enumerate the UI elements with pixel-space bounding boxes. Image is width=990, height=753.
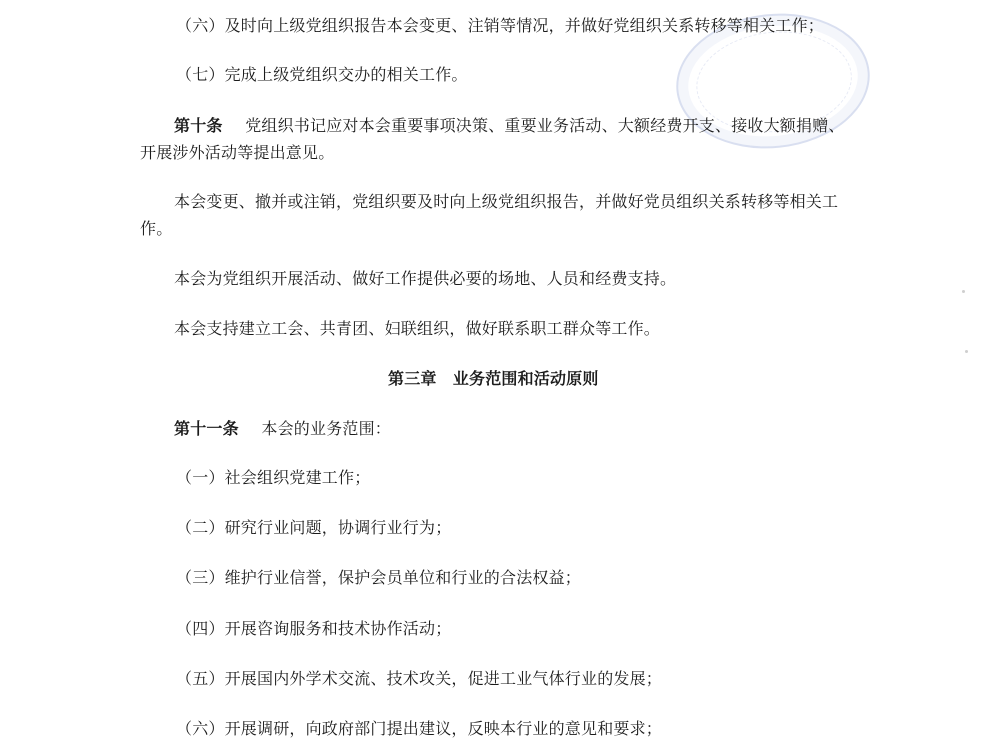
- chapter-three-heading: 第三章 业务范围和活动原则: [388, 369, 599, 388]
- business-item-1: （一）社会组织党建工作；: [176, 468, 371, 487]
- scan-speck: [962, 290, 965, 293]
- article-11-line: [174, 419, 391, 439]
- clause-seven-line: （七）完成上级党组织交办的相关工作。: [176, 65, 468, 84]
- support-paragraph: 本会为党组织开展活动、做好工作提供必要的场地、人员和经费支持。: [174, 269, 677, 288]
- article-11-label: 第十一条: [174, 419, 239, 438]
- article-10-line-2: 开展涉外活动等提出意见。: [140, 143, 335, 162]
- business-item-3: （三）维护行业信誉，保护会员单位和行业的合法权益；: [176, 568, 582, 587]
- change-paragraph-line-2: 作。: [140, 219, 173, 238]
- business-item-4: （四）开展咨询服务和技术协作活动；: [176, 619, 452, 638]
- article-10-text: 党组织书记应对本会重要事项决策、重要业务活动、大额经费开支、接收大额捐赠、: [245, 116, 845, 135]
- article-10-line-1: [174, 116, 845, 136]
- business-item-5: （五）开展国内外学术交流、技术攻关，促进工业气体行业的发展；: [176, 669, 663, 688]
- article-10-label: 第十条: [174, 116, 223, 135]
- article-11-text: 本会的业务范围：: [261, 419, 392, 438]
- business-item-6: （六）开展调研，向政府部门提出建议，反映本行业的意见和要求；: [176, 719, 663, 738]
- clause-six-line: （六）及时向上级党组织报告本会变更、注销等情况，并做好党组织关系转移等相关工作；: [176, 16, 825, 35]
- scan-speck: [965, 350, 968, 353]
- business-item-2: （二）研究行业问题，协调行业行为；: [176, 518, 452, 537]
- union-paragraph: 本会支持建立工会、共青团、妇联组织，做好联系职工群众等工作。: [174, 319, 661, 338]
- change-paragraph-line-1: 本会变更、撤并或注销，党组织要及时向上级党组织报告，并做好党员组织关系转移等相关工: [174, 192, 839, 211]
